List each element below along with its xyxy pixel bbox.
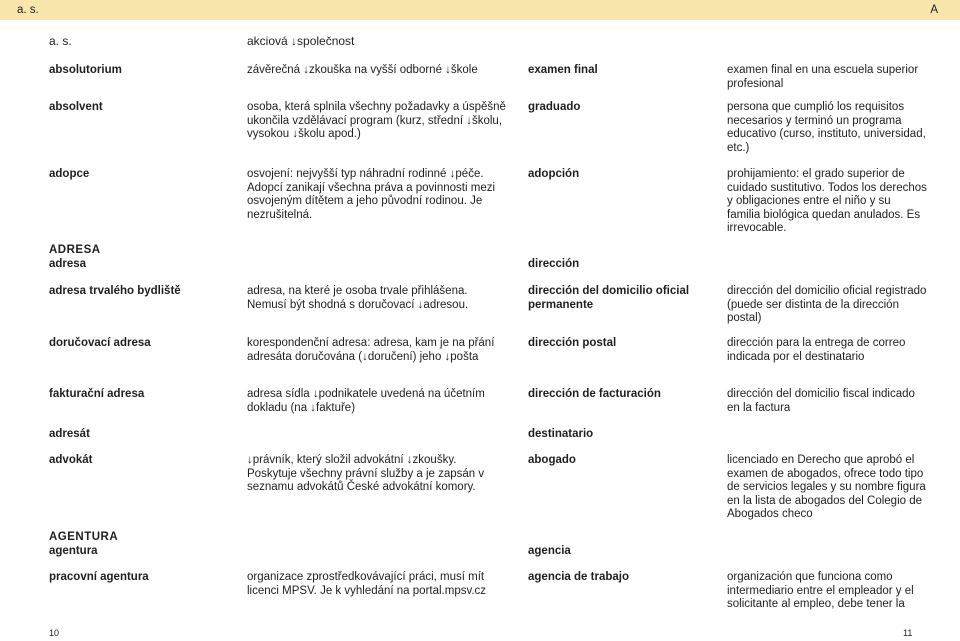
es-definition: dirección del domicilio fiscal indicado en la factura (727, 388, 915, 414)
es-term: examen final (528, 64, 598, 76)
cz-definition: adresa sídla ↓podnikatele uvedená na účetním dokladu (na ↓faktuře) (247, 388, 485, 414)
es-definition: persona que cumplió los requisitos necesarios y terminó un programa educativo (curso, instituto, universidad, etc.) (727, 101, 926, 154)
cz-term: adresa trvalého bydliště (49, 285, 181, 297)
es-term: graduado (528, 101, 581, 113)
cz-definition: organizace zprostředkovávající práci, musí mít licenci MPSV. Je k vyhledání na portal.mpsv.cz (247, 571, 487, 597)
es-term: abogado (528, 454, 576, 466)
es-definition: organización que funciona como intermediario entre el empleador y el solicitante al empleo, debe tener la (727, 571, 914, 610)
es-term: dirección postal (528, 337, 617, 349)
cz-term: adresát (49, 428, 90, 440)
es-definition: dirección para la entrega de correo indicada por el destinatario (727, 337, 906, 363)
cz-term: absolvent (49, 101, 103, 113)
cz-definition: závěrečná ↓zkouška na vyšší odborné ↓škole (247, 64, 478, 76)
es-term: dirección (528, 258, 580, 270)
section-title: AGENTURA (49, 531, 119, 543)
es-term: adopción (528, 168, 580, 180)
cz-definition: adresa, na které je osoba trvale přihlášena. Nemusí být shodná s doručovací ↓adresou. (247, 285, 469, 311)
es-term: agencia de trabajo (528, 571, 629, 583)
running-header (0, 0, 960, 20)
running-header-left: a. s. (17, 4, 39, 16)
page-number-left: 10 (49, 628, 60, 638)
es-definition: licenciado en Derecho que aprobó el examen de abogados, ofrece todo tipo de servicios legales y su nombre figura en la lista de abogados del Colegio de Abogados checo (727, 454, 926, 520)
page-number-right: 11 (903, 628, 913, 638)
subhead-definition: akciová ↓společnost (247, 34, 355, 48)
cz-definition: osoba, která splnila všechny požadavky a úspěšně ukončila vzdělávací program (kurz, střední ↓školu, vysokou ↓školu apod.) (247, 101, 506, 140)
cz-term: absolutorium (49, 64, 122, 76)
es-definition: dirección del domicilio oficial registrado (puede ser distinta de la dirección postal) (727, 285, 927, 324)
cz-definition: osvojení: nejvyšší typ náhradní rodinné ↓péče. Adopcí zanikají všechna práva a povinnosti mezi osvojeným dítětem a jeho původní rodinou. Je nezrušitelná. (247, 168, 496, 221)
section-title: ADRESA (49, 244, 101, 256)
es-term: dirección de facturación (528, 388, 661, 400)
running-header-right: A (930, 4, 938, 16)
subhead-term: a. s. (49, 34, 72, 48)
cz-term: adresa (49, 257, 87, 270)
cz-definition: korespondenční adresa: adresa, kam je na přání adresáta doručována (↓doručení) jeho ↓pošta (247, 337, 495, 363)
cz-term: adopce (49, 168, 90, 180)
cz-term: doručovací adresa (49, 337, 151, 349)
cz-definition: ↓právník, který složil advokátní ↓zkoušky. Poskytuje všechny právní služby a je zapsán v seznamu advokátů České advokátní komory. (247, 454, 485, 493)
cz-term: agentura (49, 544, 98, 557)
cz-term: fakturační adresa (49, 388, 145, 400)
es-term: destinatario (528, 428, 594, 440)
es-definition: prohijamiento: el grado superior de cuidado sustitutivo. Todos los derechos y obligaciones entre el niño y su familia biológica quedan anulados. Es irrevocable. (727, 168, 927, 234)
cz-term: pracovní agentura (49, 571, 149, 583)
cz-term: advokát (49, 454, 93, 466)
es-term: dirección del domicilio oficial permanente (528, 285, 690, 311)
es-definition: examen final en una escuela superior profesional (727, 64, 919, 90)
es-term: agencia (528, 545, 571, 557)
